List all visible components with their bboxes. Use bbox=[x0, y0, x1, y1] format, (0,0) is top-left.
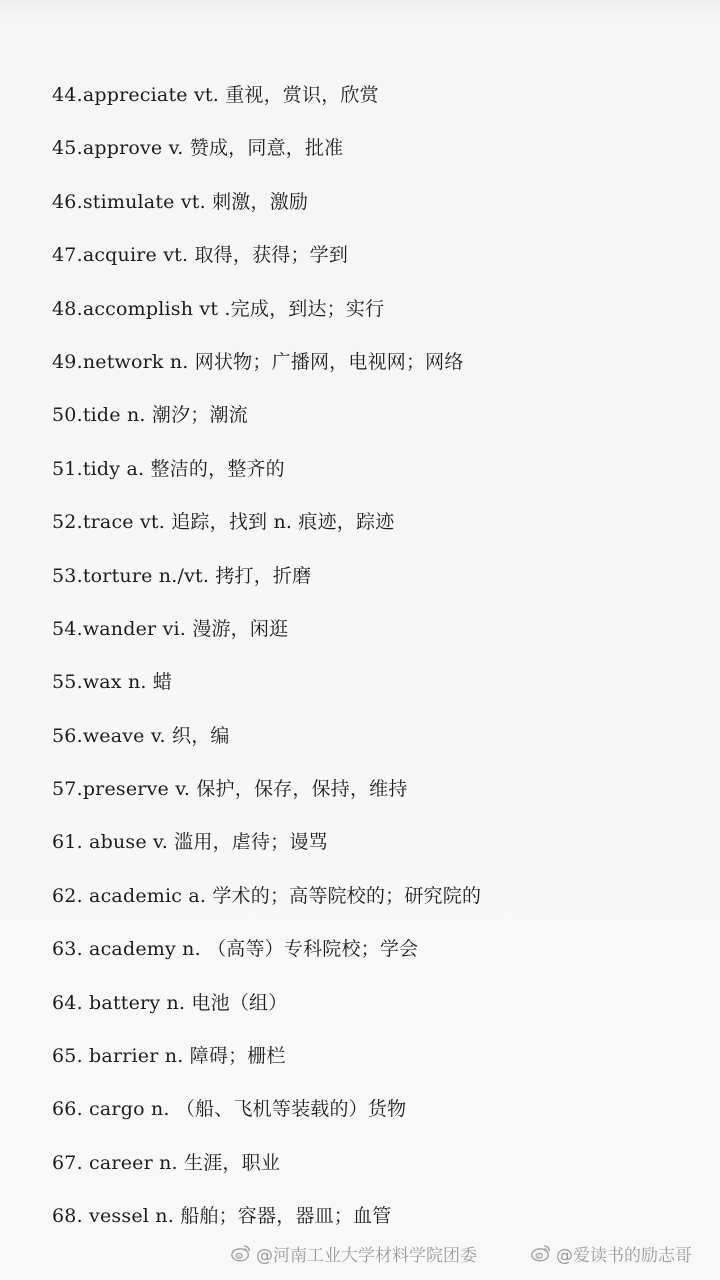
vocab-item-63: 63. academy n. （高等）专科院校；学会 bbox=[52, 938, 419, 961]
vocab-item-47: 47.acquire vt. 取得，获得；学到 bbox=[52, 244, 349, 267]
vocab-item-53: 53.torture n./vt. 拷打，折磨 bbox=[52, 564, 312, 587]
vocab-item-61: 61. abuse v. 滥用，虐待；谩骂 bbox=[52, 831, 328, 854]
vocab-item-62: 62. academic a. 学术的；高等院校的；研究院的 bbox=[52, 884, 482, 907]
watermark-right-text: @爱读书的励志哥 bbox=[556, 1245, 692, 1266]
vocab-item-52: 52.trace vt. 追踪，找到 n. 痕迹，踪迹 bbox=[52, 511, 395, 534]
vocab-item-49: 49.network n. 网状物；广播网，电视网；网络 bbox=[52, 350, 464, 373]
vocab-item-57: 57.preserve v. 保护，保存，保持，维持 bbox=[52, 778, 408, 801]
vocab-item-54: 54.wander vi. 漫游，闲逛 bbox=[52, 617, 289, 640]
vocab-item-67: 67. career n. 生涯，职业 bbox=[52, 1151, 281, 1174]
vocab-item-50: 50.tide n. 潮汐；潮流 bbox=[52, 404, 248, 427]
weibo-icon bbox=[530, 1242, 552, 1264]
vocab-item-56: 56.weave v. 织，编 bbox=[52, 724, 230, 747]
weibo-icon bbox=[230, 1242, 252, 1264]
watermark-left bbox=[230, 1240, 477, 1266]
vocab-item-48: 48.accomplish vt .完成，到达；实行 bbox=[52, 297, 385, 320]
vocab-item-55: 55.wax n. 蜡 bbox=[52, 671, 173, 694]
vocab-item-66: 66. cargo n. （船、飞机等装载的）货物 bbox=[52, 1098, 407, 1121]
vocab-item-45: 45.approve v. 赞成，同意，批准 bbox=[52, 137, 344, 160]
vocab-item-64: 64. battery n. 电池（组） bbox=[52, 991, 288, 1014]
vocab-item-65: 65. barrier n. 障碍；栅栏 bbox=[52, 1045, 286, 1068]
vocabulary-list bbox=[52, 82, 692, 1257]
vocab-item-51: 51.tidy a. 整洁的，整齐的 bbox=[52, 457, 285, 480]
vocab-item-68: 68. vessel n. 船舶；容器，器皿；血管 bbox=[52, 1205, 392, 1228]
vocab-item-44: 44.appreciate vt. 重视，赏识，欣赏 bbox=[52, 84, 379, 106]
watermark-left-text: @河南工业大学材料学院团委 bbox=[256, 1245, 477, 1266]
watermark-right bbox=[530, 1240, 692, 1266]
vocab-item-46: 46.stimulate vt. 刺激，激励 bbox=[52, 190, 309, 213]
